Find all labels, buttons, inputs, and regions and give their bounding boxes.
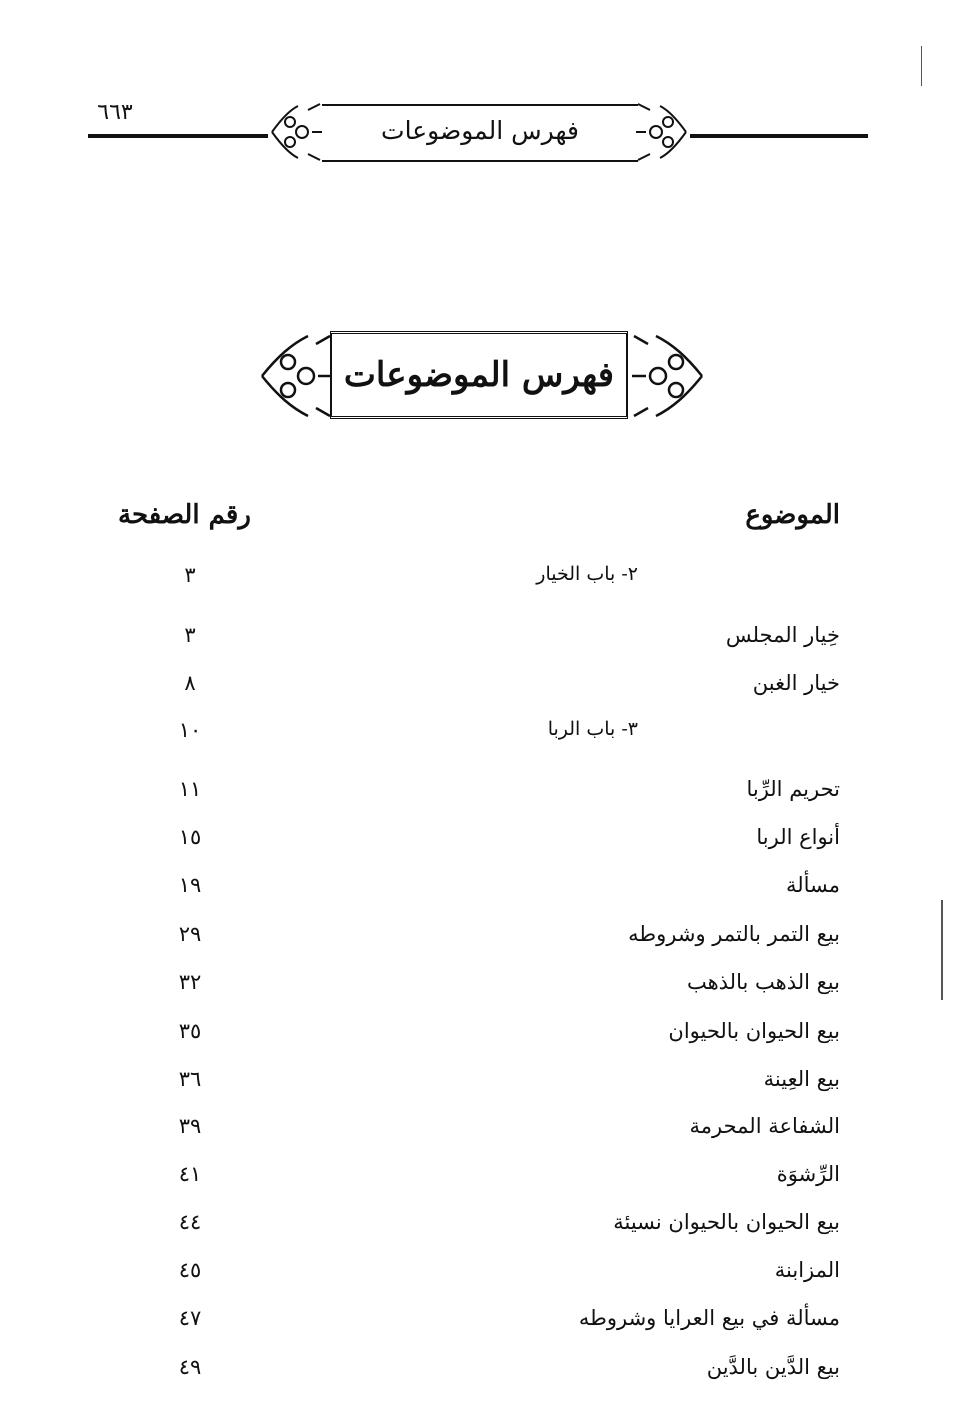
- entry-page: ٣٦: [178, 1067, 202, 1091]
- entry-title: خِيار المجلس: [725, 623, 840, 647]
- entry-title: تحريم الرِّبا: [746, 777, 840, 801]
- entry-title: الشفاعة المحرمة: [689, 1114, 840, 1138]
- header-rule-left: [88, 134, 268, 138]
- entry-title: المزابنة: [774, 1258, 840, 1282]
- header-title-top-line: [322, 104, 638, 106]
- entry-page: ٢٩: [178, 922, 202, 946]
- header-rule-right: [690, 134, 868, 138]
- entry-title: ٢- باب الخيار: [536, 563, 638, 585]
- entry-page: ٣٩: [178, 1114, 202, 1138]
- scan-edge-mark: [921, 46, 922, 86]
- page-column-header: رقم الصفحة: [118, 500, 251, 530]
- running-title: فهرس الموضوعات: [381, 116, 579, 145]
- entry-page: ٣٥: [178, 1019, 202, 1043]
- entry-page: ٣٢: [178, 970, 202, 994]
- entry-title: بيع العِينة: [763, 1067, 840, 1091]
- entry-title: بيع الدَّين بالدَّين: [706, 1355, 840, 1379]
- entry-title: خيار الغبن: [752, 671, 840, 695]
- entry-page: ٤٤: [178, 1210, 202, 1234]
- header-title-bottom-line: [322, 160, 638, 162]
- contents-title-box: [330, 331, 628, 419]
- entry-page: ٣: [184, 563, 196, 587]
- entry-title: بيع الحيوان بالحيوان نسيئة: [613, 1210, 840, 1234]
- entry-page: ٨: [184, 671, 196, 695]
- entry-title: الرِّشوَة: [776, 1162, 840, 1186]
- entry-title: بيع التمر بالتمر وشروطه: [628, 922, 840, 946]
- entry-page: ١٩: [178, 873, 202, 897]
- entry-title: بيع الذهب بالذهب: [686, 970, 840, 994]
- entry-page: ٤٥: [178, 1258, 202, 1282]
- page-number: ٦٦٣: [97, 100, 133, 125]
- entry-page: ٤١: [178, 1162, 202, 1186]
- title-ornament-right-icon: [626, 330, 706, 422]
- entry-title: أنواع الربا: [756, 825, 840, 849]
- entry-page: ١١: [178, 777, 202, 801]
- scan-edge-mark: [941, 900, 943, 1000]
- entry-title: بيع الحيوان بالحيوان: [668, 1019, 840, 1043]
- entry-title: مسألة في بيع العرايا وشروطه: [578, 1306, 840, 1330]
- entry-page: ٤٩: [178, 1355, 202, 1379]
- entry-title: ٣- باب الربا: [547, 718, 638, 740]
- entry-page: ٣: [184, 623, 196, 647]
- title-ornament-left-icon: [258, 330, 334, 422]
- contents-title: فهرس الموضوعات: [343, 355, 615, 395]
- topic-column-header: الموضوع: [745, 500, 840, 530]
- entry-page: ١٠: [178, 718, 202, 742]
- entry-title: مسألة: [785, 873, 840, 897]
- entry-page: ١٥: [178, 825, 202, 849]
- entry-page: ٤٧: [178, 1306, 202, 1330]
